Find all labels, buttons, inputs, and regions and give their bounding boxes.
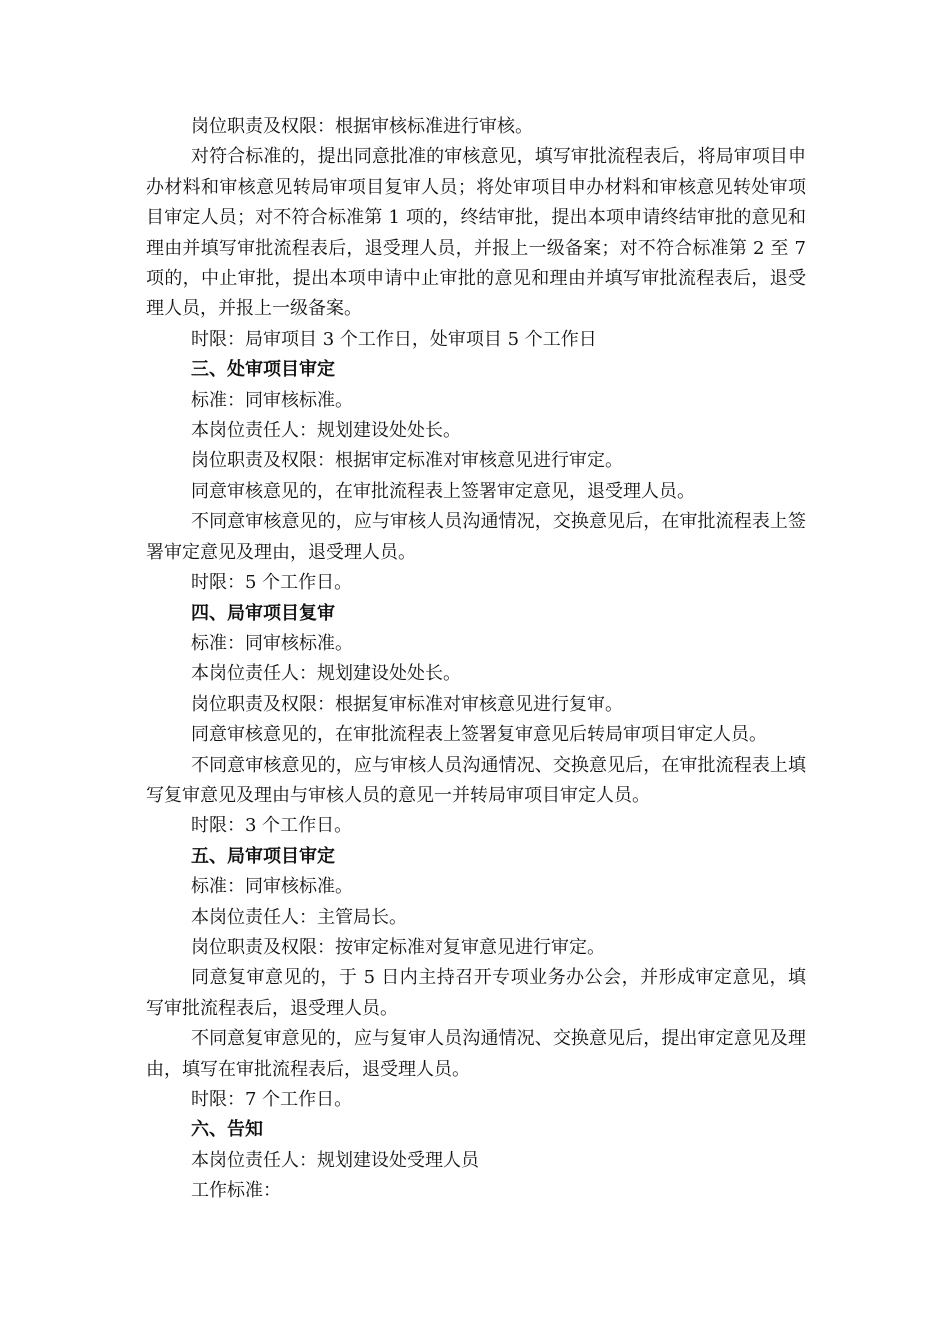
paragraph: 标准：同审核标准。 <box>191 876 353 898</box>
paragraph: 不同意审核意见的，应与审核人员沟通情况，交换意见后，在审批流程表上签署审定意见及理由，退受理人员。 <box>146 511 806 563</box>
paragraph: 同意审核意见的，在审批流程表上签署复审意见后转局审项目审定人员。 <box>191 724 767 746</box>
section-heading: 五、局审项目审定 <box>191 845 335 867</box>
paragraph: 对符合标准的，提出同意批准的审核意见，填写审批流程表后，将局审项目申办材料和审核意见转局审项目复审人员；将处审项目申办材料和审核意见转处审项目审定人员；对不符合标准第 1 项的，终结审批，提出本项申请终结审批的意见和理由并填写审批流程表后，退受理人员，并报上一级备案；对不符合标准第 2 至 7 项的，中止审批，提出本项申请中止审批的意见和理由并填写审批流程表后，退受理人员，并报上一级备案。 <box>146 146 806 320</box>
paragraph: 时限：3 个工作日。 <box>191 815 353 837</box>
paragraph: 同意审核意见的，在审批流程表上签署审定意见，退受理人员。 <box>191 480 695 502</box>
paragraph: 岗位职责及权限：根据审定标准对审核意见进行审定。 <box>191 450 623 472</box>
paragraph: 时限：局审项目 3 个工作日，处审项目 5 个工作日 <box>191 328 597 350</box>
document-page <box>146 112 806 1207</box>
paragraph: 标准：同审核标准。 <box>191 389 353 411</box>
paragraph: 本岗位责任人：规划建设处受理人员 <box>191 1149 479 1171</box>
paragraph: 时限：5 个工作日。 <box>191 572 353 594</box>
paragraph: 本岗位责任人：规划建设处处长。 <box>191 420 461 442</box>
paragraph: 不同意复审意见的，应与复审人员沟通情况、交换意见后，提出审定意见及理由，填写在审批流程表后，退受理人员。 <box>146 1028 806 1080</box>
paragraph: 本岗位责任人：规划建设处处长。 <box>191 663 461 685</box>
paragraph: 不同意审核意见的，应与审核人员沟通情况、交换意见后，在审批流程表上填写复审意见及理由与审核人员的意见一并转局审项目审定人员。 <box>146 754 806 806</box>
paragraph: 岗位职责及权限：根据审核标准进行审核。 <box>191 116 533 137</box>
section-heading: 四、局审项目复审 <box>191 602 335 624</box>
paragraph: 工作标准： <box>191 1180 281 1202</box>
paragraph: 岗位职责及权限：根据复审标准对审核意见进行复审。 <box>191 693 623 715</box>
paragraph: 时限：7 个工作日。 <box>191 1089 353 1110</box>
paragraph: 同意复审意见的，于 5 日内主持召开专项业务办公会，并形成审定意见，填写审批流程表后，退受理人员。 <box>146 967 806 1019</box>
section-heading: 三、处审项目审定 <box>191 359 335 381</box>
section-heading: 六、告知 <box>191 1119 263 1141</box>
paragraph: 标准：同审核标准。 <box>191 632 353 654</box>
paragraph: 本岗位责任人：主管局长。 <box>191 906 407 928</box>
paragraph: 岗位职责及权限：按审定标准对复审意见进行审定。 <box>191 936 605 958</box>
